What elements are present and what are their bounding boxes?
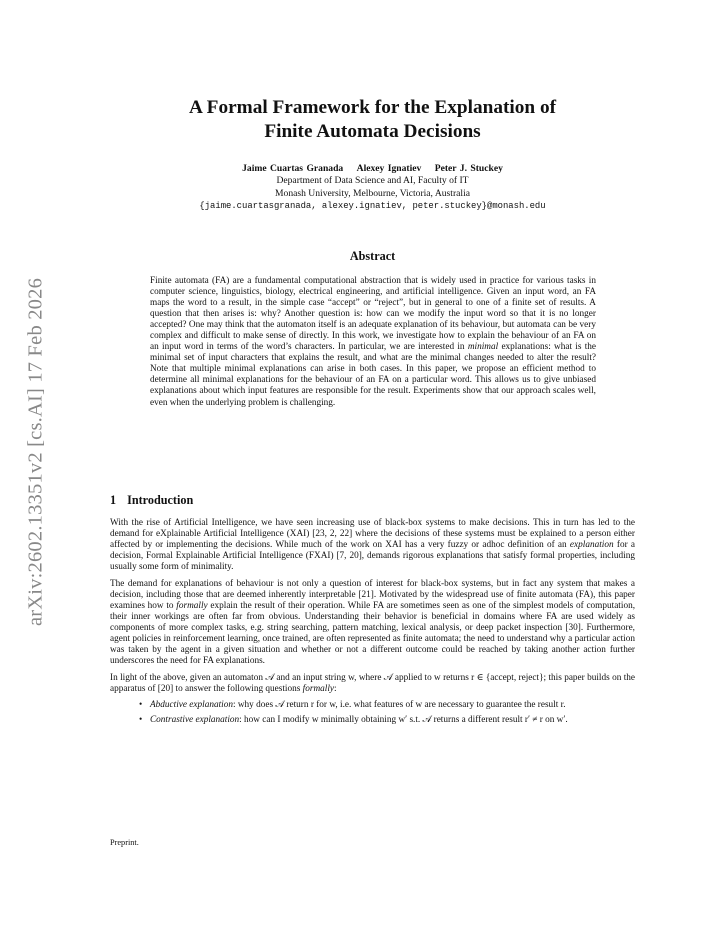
section-heading — [110, 493, 193, 508]
paragraph-text: With the rise of Artificial Intelligence, we have seen increasing use of black-box systems to make decisions. This in turn has led to the demand for eXplainable Artificial Intelligence (XAI) [23, 2, 22] where the decisions of these systems must be explained to a person either affected by or implementing the decisions. While much of the work on XAI has a very fuzzy or adhoc definition of an — [110, 518, 635, 551]
list-item — [139, 715, 635, 726]
author-names — [110, 163, 635, 175]
paragraph-emphasis: formally — [176, 600, 208, 611]
bullet-glyph: • — [139, 715, 143, 726]
abstract-text: explanations: what is the minimal set of input characters that explains the result, and what are the minimal changes needed to alter the result? Note that multiple minimal explanations can arise in both cases. In this paper, we propose an efficient method to determine all minimal explanations for the behaviour of an FA on a particular word. This allows us to give unbiased explanations about which input features are responsible for the result. Experiments show that our approach scales well, even when the underlying problem is challenging. — [150, 342, 597, 408]
list-item-text: : how can I modify w minimally obtaining w′ s.t. 𝒜 returns a different result r′ ≠ r on w′. — [239, 715, 568, 726]
title-line-1: A Formal Framework for the Explanation of — [188, 97, 557, 118]
author-name: Jaime Cuartas Granada — [242, 163, 344, 174]
abstract-emphasis: minimal — [467, 342, 499, 353]
author-block — [110, 163, 635, 213]
footer-preprint: Preprint. — [110, 838, 139, 847]
list-item-label: Contrastive explanation — [150, 715, 240, 726]
author-department: Department of Data Science and AI, Faculty of IT — [276, 175, 469, 187]
paragraph-text: The demand for explanations of behaviour is not only a question of interest for black-box systems, but in fact any system that makes a decision, including those that are deemed inherently interpretable [21]. Motivated by the widespread use of finite automata (FA), this paper examines how to — [110, 578, 635, 611]
question-list — [110, 700, 635, 726]
abstract-heading: Abstract — [349, 249, 396, 263]
author-name: Alexey Ignatiev — [356, 163, 422, 174]
paragraph-emphasis: formally — [302, 683, 335, 694]
paragraph-text: explain the result of their operation. While FA are sometimes seen as one of the simplest models of computation, their inner workings are often far from obvious. Understanding their behavior is beneficial in domains where FA are used widely as components of more complex tasks, e.g. string searching, pattern matching, lexical analysis, or deep packet inspection [30]. Furthermore, agent policies in reinforcement learning, once trained, are often represented as finite automata; the need to understand why a particular action was taken by the agent in a given situation and whether or not a different outcome could be reached by taking another action further underscores the need for FA explanations. — [110, 600, 636, 667]
arxiv-identifier: arXiv:2602.13351v2 [cs.AI] 17 Feb 2026 — [24, 277, 47, 627]
list-item-label: Abductive explanation — [150, 700, 233, 711]
introduction-body — [110, 518, 635, 730]
paragraph — [110, 579, 635, 667]
list-item-text: : why does 𝒜 return r for w, i.e. what features of w are necessary to guarantee the result r. — [232, 700, 566, 711]
abstract-body — [150, 276, 596, 409]
section-title: Introduction — [127, 493, 194, 507]
author-name: Peter J. Stuckey — [434, 163, 503, 174]
author-emails: {jaime.cuartasgranada, alexey.ignatiev, peter.stuckey}@monash.edu — [199, 201, 546, 212]
paragraph-emphasis: explanation — [569, 540, 614, 551]
paragraph-text: : — [334, 683, 337, 694]
paragraph — [110, 518, 635, 573]
paragraph-text: for a decision, Formal Explainable Artificial Intelligence (FXAI) [7, 20], demands rigorous explanations that satisfy formal properties, including usually some form of minimality. — [110, 540, 636, 573]
paragraph — [110, 673, 635, 695]
paper-title — [110, 96, 635, 144]
abstract-text: Finite automata (FA) are a fundamental computational abstraction that is widely used in practice for various tasks in computer science, linguistics, biology, electrical engineering, and artificial intelligence. Given an input word, an FA maps the word to a result, in the simple case “accept” or “reject”, but in general to one of a finite set of results. A question that then arises is: why? Another question is: how can we modify the input word so that it is no longer accepted? One may think that the automaton itself is an adequate explanation of its behaviour, but automata can be very complex and difficult to make sense of directly. In this work, we investigate how to explain the behaviour of an FA on an input word in terms of the word’s characters. In particular, we are interested in — [150, 276, 596, 353]
paragraph-text: In light of the above, given an automaton 𝒜 and an input string w, where 𝒜 applied to w returns r ∈ {accept, reject}; this paper builds on the apparatus of [20] to answer the following questions — [110, 672, 635, 694]
section-number: 1 — [110, 493, 117, 507]
title-line-2: Finite Automata Decisions — [264, 121, 481, 142]
list-item — [139, 700, 635, 711]
author-university: Monash University, Melbourne, Victoria, Australia — [275, 187, 470, 199]
bullet-glyph: • — [139, 700, 143, 711]
